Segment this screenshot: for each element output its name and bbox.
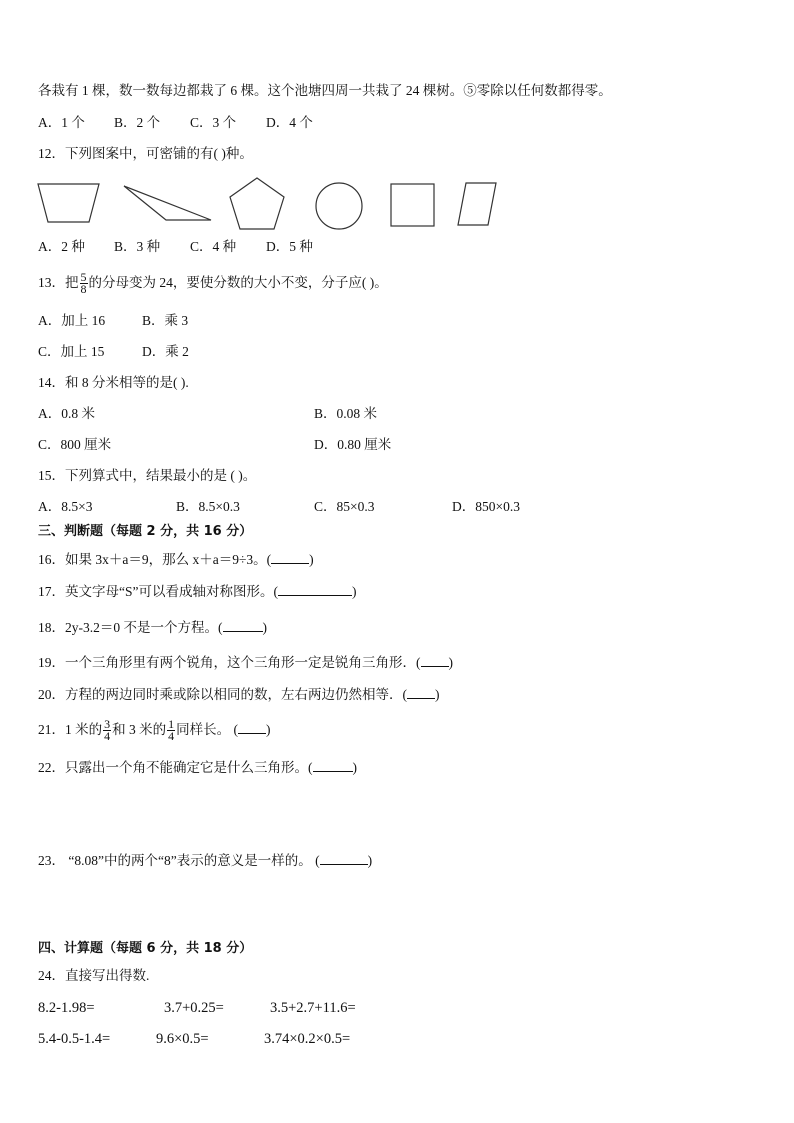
q17 — [38, 583, 357, 601]
q12-option-c: C．4 种 — [190, 239, 237, 254]
fraction-numerator: 3 — [104, 717, 111, 732]
q17-text: 17．英文字母“S”可以看成轴对称图形。( — [38, 584, 278, 599]
q13-stem — [38, 270, 388, 296]
section-3-title: 三、判断题（每题 2 分，共 16 分） — [38, 524, 253, 539]
answer-blank[interactable] — [278, 583, 352, 596]
fraction-3-4 — [103, 719, 111, 742]
q23-text: 23． “8.08”中的两个“8”表示的意义是一样的。 ( — [38, 853, 320, 868]
q21-close: ) — [266, 722, 271, 737]
q24-stem: 24．直接写出得数. — [38, 968, 150, 983]
q15-option-d: D．850×0.3 — [452, 499, 520, 514]
q13-suffix: 的分母变为 24，要使分数的大小不变，分子应( )。 — [88, 275, 388, 290]
q13-option-d: D．乘 2 — [142, 344, 189, 359]
q12-option-d: D．5 种 — [266, 239, 313, 254]
pentagon-icon — [227, 176, 287, 232]
q16 — [38, 551, 314, 569]
q17-close: ) — [352, 584, 357, 599]
q21-part3: 同样长。 ( — [176, 722, 238, 737]
answer-blank[interactable] — [407, 686, 435, 699]
square-icon — [389, 182, 437, 228]
fraction-numerator: 1 — [168, 717, 175, 732]
trapezoid-icon — [37, 182, 101, 224]
q23 — [38, 852, 372, 870]
q13-prefix: 13．把 — [38, 275, 79, 290]
answer-blank[interactable] — [223, 619, 263, 632]
calc-6: 3.74×0.2×0.5= — [264, 1031, 351, 1047]
q16-text: 16．如果 3x＋a＝9，那么 x＋a＝9÷3。( — [38, 552, 272, 567]
q22-close: ) — [352, 760, 357, 775]
calc-3: 3.5+2.7+11.6= — [270, 1000, 356, 1016]
q12-stem: 12．下列图案中，可密铺的有( )种。 — [38, 146, 253, 161]
answer-blank[interactable] — [238, 721, 266, 734]
q20-text: 20．方程的两边同时乘或除以相同的数，左右两边仍然相等．( — [38, 687, 407, 702]
q11-option-d: D．4 个 — [266, 115, 313, 130]
q13-option-a: A．加上 16 — [38, 313, 106, 328]
q20 — [38, 686, 440, 704]
q13-option-c: C．加上 15 — [38, 344, 105, 359]
q19-text: 19．一个三角形里有两个锐角，这个三角形一定是锐角三角形．( — [38, 655, 421, 670]
q21-part2: 和 3 米的 — [112, 722, 167, 737]
q21 — [38, 716, 271, 744]
circle-icon — [313, 180, 365, 232]
q12-option-b: B．3 种 — [114, 239, 161, 254]
q18-close: ) — [262, 620, 267, 635]
triangle-icon — [122, 184, 214, 224]
fraction-denominator: 8 — [80, 282, 87, 297]
q20-close: ) — [435, 687, 440, 702]
q12-option-a: A．2 种 — [38, 239, 85, 254]
calc-4: 5.4-0.5-1.4= — [38, 1031, 111, 1047]
answer-blank[interactable] — [313, 759, 353, 772]
q18 — [38, 619, 267, 637]
q19-close: ) — [448, 655, 453, 670]
fraction-5-8 — [80, 272, 88, 295]
q14-option-c: C．800 厘米 — [38, 437, 112, 452]
q22 — [38, 759, 357, 777]
q14-option-b: B．0.08 米 — [314, 406, 378, 421]
q15-stem: 15．下列算式中，结果最小的是 ( )。 — [38, 468, 257, 483]
q22-text: 22．只露出一个角不能确定它是什么三角形。( — [38, 760, 313, 775]
q11-option-b: B．2 个 — [114, 115, 161, 130]
q13-option-b: B．乘 3 — [142, 313, 189, 328]
fraction-1-4 — [167, 719, 175, 742]
q11-option-c: C．3 个 — [190, 115, 237, 130]
q15-option-b: B．8.5×0.3 — [176, 499, 240, 514]
q23-close: ) — [367, 853, 373, 868]
q21-part1: 21．1 米的 — [38, 722, 103, 737]
section-4-title: 四、计算题（每题 6 分，共 18 分） — [38, 941, 253, 956]
fraction-denominator: 4 — [104, 729, 111, 744]
q11-option-a: A．1 个 — [38, 115, 85, 130]
q15-option-c: C．85×0.3 — [314, 499, 375, 514]
calc-5: 9.6×0.5= — [156, 1031, 209, 1047]
q15-option-a: A．8.5×3 — [38, 499, 93, 514]
fraction-denominator: 4 — [168, 729, 175, 744]
q14-option-a: A．0.8 米 — [38, 406, 95, 421]
q18-text: 18．2y-3.2＝0 不是一个方程。( — [38, 620, 223, 635]
calc-2: 3.7+0.25= — [164, 1000, 224, 1016]
fraction-numerator: 5 — [80, 270, 87, 285]
calc-1: 8.2-1.98= — [38, 1000, 95, 1016]
answer-blank[interactable] — [421, 654, 449, 667]
answer-blank[interactable] — [320, 852, 368, 865]
q14-stem: 14．和 8 分米相等的是( ). — [38, 375, 189, 390]
q16-close: ) — [309, 552, 314, 567]
answer-blank[interactable] — [271, 551, 309, 564]
q19 — [38, 654, 453, 672]
parallelogram-icon — [456, 181, 498, 227]
q14-option-d: D．0.80 厘米 — [314, 437, 392, 452]
q11-text: 各栽有 1 棵，数一数每边都栽了 6 棵。这个池塘四周一共栽了 24 棵树。⑤零除以任何数都得零。 — [38, 83, 612, 98]
